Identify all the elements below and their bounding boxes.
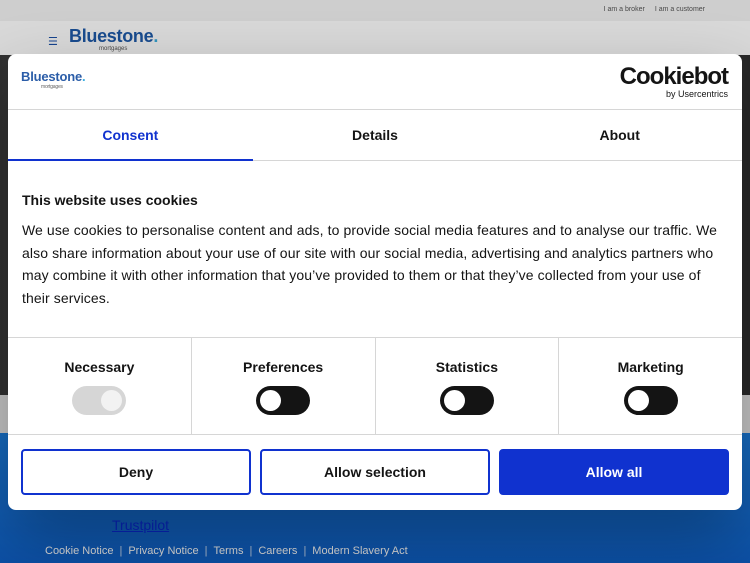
cookie-consent-dialog [8, 54, 742, 510]
category-label-necessary: Necessary [64, 359, 135, 375]
deny-button[interactable]: Deny [21, 449, 251, 495]
dialog-logo-dot: . [82, 69, 86, 84]
category-preferences [192, 338, 376, 434]
toggle-statistics[interactable] [440, 386, 494, 415]
category-marketing [559, 338, 742, 434]
consent-body: We use cookies to personalise content and ads, to provide social media features and to analyse our traffic. We also share information about your use of our site with our social media, advertising and analytics partners who may combine it with other information that you’ve provided to them or that they’ve collected from your use of their services. [22, 222, 718, 306]
site-logo-dot: . [153, 26, 159, 46]
toggle-marketing[interactable] [624, 386, 678, 415]
dialog-logo-sub: mortgages [41, 84, 63, 90]
hamburger-icon[interactable]: ☰ [48, 36, 58, 48]
allow-all-button[interactable]: Allow all [499, 449, 729, 495]
category-necessary [8, 338, 192, 434]
category-label-statistics: Statistics [435, 359, 498, 375]
dialog-tabs [8, 110, 742, 161]
footer-links: Cookie Notice | Privacy Notice | Terms | Careers | Modern Slavery Act [45, 545, 408, 557]
cookiebot-by: by Usercentrics [665, 89, 728, 99]
cookiebot-logo[interactable] [620, 65, 728, 99]
category-label-preferences: Preferences [243, 359, 324, 375]
toggle-necessary [72, 386, 126, 415]
customer-link[interactable]: I am a customer [654, 6, 705, 13]
footer-link-cookie-notice[interactable]: Cookie Notice [45, 545, 114, 557]
toggle-knob [260, 390, 281, 411]
trustpilot-link[interactable]: Trustpilot [112, 517, 170, 533]
tab-about[interactable]: About [599, 127, 640, 143]
dialog-header [8, 54, 742, 110]
site-logo-text: Bluestone [69, 26, 154, 46]
consent-content [22, 192, 728, 309]
dialog-logo-text: Bluestone [21, 69, 83, 84]
cookie-category-toggles [8, 337, 742, 435]
footer-link-terms[interactable]: Terms [213, 545, 244, 557]
category-label-marketing: Marketing [617, 359, 684, 375]
category-statistics [376, 338, 560, 434]
site-logo-sub: mortgages [99, 46, 128, 52]
toggle-preferences[interactable] [256, 386, 310, 415]
consent-heading: This website uses cookies [22, 192, 198, 208]
tab-details[interactable]: Details [352, 127, 398, 143]
footer-link-careers[interactable]: Careers [258, 545, 298, 557]
broker-link[interactable]: I am a broker [603, 6, 645, 13]
consent-buttons [21, 449, 729, 496]
toggle-knob [101, 390, 122, 411]
toggle-knob [628, 390, 649, 411]
footer-link-privacy-notice[interactable]: Privacy Notice [128, 545, 199, 557]
allow-selection-button[interactable]: Allow selection [260, 449, 490, 495]
cookiebot-name: Cookiebot [619, 63, 728, 90]
dialog-logo [21, 69, 86, 90]
footer-link-modern-slavery[interactable]: Modern Slavery Act [312, 545, 408, 557]
toggle-knob [444, 390, 465, 411]
tab-consent[interactable]: Consent [8, 110, 253, 160]
